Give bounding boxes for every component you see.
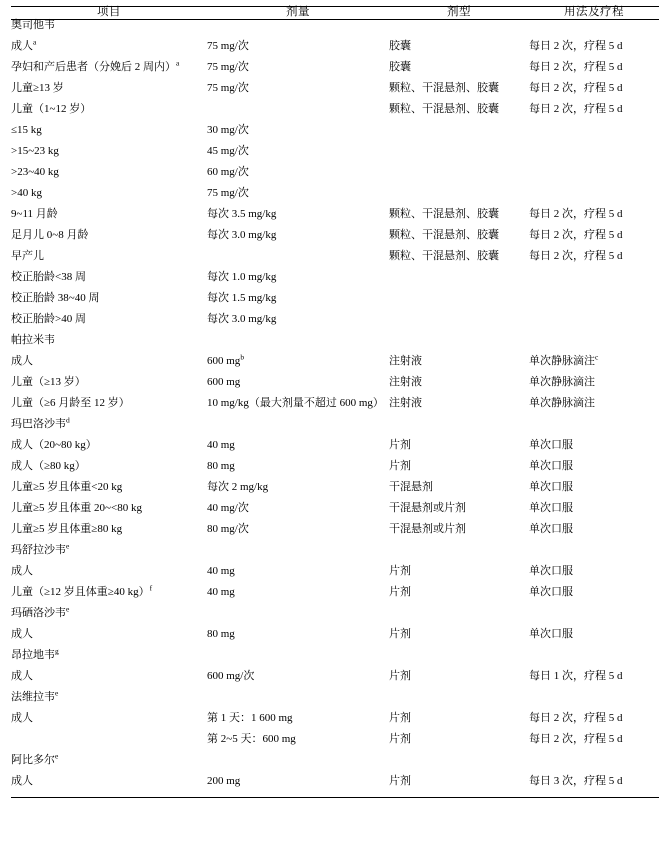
cell-usage: 每日 1 次，疗程 5 d bbox=[529, 669, 623, 682]
cell-dose: 每次 3.0 mg/kg bbox=[207, 228, 277, 241]
cell-item: 儿童（≥13 岁） bbox=[11, 375, 86, 388]
cell-form bbox=[389, 545, 529, 566]
table-row bbox=[11, 587, 659, 608]
cell-item: 昂拉地韦$^g$ bbox=[11, 645, 59, 661]
cell-usage bbox=[529, 755, 659, 776]
table-row bbox=[11, 188, 659, 209]
cell-dose: 40 mg/次 bbox=[207, 501, 249, 514]
cell-usage bbox=[529, 272, 659, 293]
cell-item: ≤15 kg bbox=[11, 123, 42, 136]
cell-item: >40 kg bbox=[11, 186, 42, 199]
cell-form: 片剂 bbox=[389, 564, 411, 577]
cell-form: 片剂 bbox=[389, 669, 411, 682]
cell-dose: 每次 1.5 mg/kg bbox=[207, 291, 277, 304]
cell-dose: 75 mg/次 bbox=[207, 81, 249, 94]
cell-item: 校正胎龄>40 周 bbox=[11, 312, 86, 325]
cell-item: >23~40 kg bbox=[11, 165, 59, 178]
cell-usage: 每日 2 次，疗程 5 d bbox=[529, 102, 623, 115]
cell-usage bbox=[529, 314, 659, 335]
cell-item: 奥司他韦 bbox=[11, 18, 55, 31]
cell-usage bbox=[529, 146, 659, 167]
cell-dose bbox=[207, 335, 389, 356]
table-row bbox=[11, 734, 659, 755]
table-head bbox=[11, 7, 659, 20]
cell-form: 注射液 bbox=[389, 396, 422, 409]
cell-usage bbox=[529, 335, 659, 356]
cell-item: 儿童（≥6 月龄至 12 岁） bbox=[11, 396, 130, 409]
table-row bbox=[11, 19, 659, 41]
column-header-usage: 用法及疗程 bbox=[529, 7, 659, 20]
cell-form: 干混悬剂或片剂 bbox=[389, 501, 466, 514]
cell-usage bbox=[529, 19, 659, 41]
cell-form bbox=[389, 146, 529, 167]
cell-form: 颗粒、干混悬剂、胶囊 bbox=[389, 81, 499, 94]
cell-dose bbox=[207, 104, 389, 125]
table-row bbox=[11, 671, 659, 692]
cell-form bbox=[389, 167, 529, 188]
cell-form bbox=[389, 755, 529, 776]
cell-form bbox=[389, 293, 529, 314]
cell-dose bbox=[207, 755, 389, 776]
table-row bbox=[11, 125, 659, 146]
cell-form: 片剂 bbox=[389, 732, 411, 745]
cell-item: 足月儿 0~8 月龄 bbox=[11, 228, 89, 241]
cell-dose bbox=[207, 251, 389, 272]
cell-dose: 第 1 天：1 600 mg bbox=[207, 711, 293, 724]
cell-item: 玛巴洛沙韦$^d$ bbox=[11, 414, 70, 430]
cell-form bbox=[389, 335, 529, 356]
column-header-item: 项目 bbox=[11, 7, 207, 20]
cell-dose: 第 2~5 天：600 mg bbox=[207, 732, 296, 745]
cell-item: 儿童≥5 岁且体重 20~<80 kg bbox=[11, 501, 142, 514]
cell-form: 片剂 bbox=[389, 711, 411, 724]
cell-item: 成人 bbox=[11, 669, 33, 682]
cell-usage: 每日 2 次，疗程 5 d bbox=[529, 711, 623, 724]
cell-usage: 每日 2 次，疗程 5 d bbox=[529, 39, 623, 52]
cell-form bbox=[389, 272, 529, 293]
cell-usage: 每日 2 次，疗程 5 d bbox=[529, 207, 623, 220]
cell-dose: 80 mg bbox=[207, 459, 235, 472]
table-row bbox=[11, 146, 659, 167]
cell-usage: 单次口服 bbox=[529, 585, 573, 598]
cell-item: 成人 bbox=[11, 627, 33, 640]
cell-usage bbox=[529, 608, 659, 629]
table-row bbox=[11, 419, 659, 440]
cell-usage: 单次口服 bbox=[529, 627, 573, 640]
cell-dose: 600 mg/次 bbox=[207, 669, 255, 682]
cell-form bbox=[389, 608, 529, 629]
cell-dose: 每次 1.0 mg/kg bbox=[207, 270, 277, 283]
cell-form bbox=[389, 314, 529, 335]
cell-dose: 80 mg bbox=[207, 627, 235, 640]
table-row bbox=[11, 377, 659, 398]
footnote-marker: d bbox=[66, 414, 70, 424]
cell-item: 儿童（1~12 岁） bbox=[11, 102, 92, 115]
cell-usage: 单次静脉滴注 bbox=[529, 375, 595, 388]
cell-usage: 每日 2 次，疗程 5 d bbox=[529, 60, 623, 73]
table-row bbox=[11, 755, 659, 776]
cell-dose: 每次 2 mg/kg bbox=[207, 480, 269, 493]
table-row bbox=[11, 41, 659, 62]
table-row bbox=[11, 650, 659, 671]
footnote-marker: f bbox=[149, 582, 153, 592]
cell-usage: 每日 2 次，疗程 5 d bbox=[529, 81, 623, 94]
cell-usage bbox=[529, 125, 659, 146]
cell-dose: 40 mg bbox=[207, 564, 235, 577]
cell-item: 玛舒拉沙韦$^e$ bbox=[11, 540, 70, 556]
cell-item: >15~23 kg bbox=[11, 144, 59, 157]
cell-item: 校正胎龄<38 周 bbox=[11, 270, 86, 283]
cell-item: 儿童≥13 岁 bbox=[11, 81, 64, 94]
cell-usage: 单次静脉滴注 bbox=[529, 396, 595, 409]
table-row bbox=[11, 83, 659, 104]
cell-form bbox=[389, 125, 529, 146]
cell-form: 注射液 bbox=[389, 375, 422, 388]
antiviral-dosage-table bbox=[11, 6, 659, 798]
cell-dose: 45 mg/次 bbox=[207, 144, 249, 157]
cell-item: 成人 bbox=[11, 354, 33, 367]
footnote-marker: e bbox=[66, 603, 70, 613]
cell-item: 早产儿 bbox=[11, 249, 44, 262]
cell-usage: 单次口服 bbox=[529, 459, 573, 472]
cell-dose bbox=[207, 650, 389, 671]
footnote-marker: c bbox=[595, 351, 599, 361]
cell-item: 成人（≥80 kg） bbox=[11, 459, 86, 472]
table-row bbox=[11, 629, 659, 650]
footnote-marker: a bbox=[33, 36, 37, 46]
cell-dose: 600 $mg^b$ bbox=[207, 351, 245, 367]
cell-dose bbox=[207, 608, 389, 629]
cell-usage: 单次口服 bbox=[529, 438, 573, 451]
table-row bbox=[11, 482, 659, 503]
cell-item: 儿童≥5 岁且体重<20 kg bbox=[11, 480, 123, 493]
cell-form: 片剂 bbox=[389, 585, 411, 598]
document-page bbox=[0, 6, 670, 847]
cell-form: 颗粒、干混悬剂、胶囊 bbox=[389, 228, 499, 241]
cell-usage bbox=[529, 650, 659, 671]
footnote-marker: e bbox=[66, 540, 70, 550]
cell-dose: 75 mg/次 bbox=[207, 39, 249, 52]
cell-form bbox=[389, 692, 529, 713]
cell-dose bbox=[207, 692, 389, 713]
table-row bbox=[11, 251, 659, 272]
cell-dose: 80 mg/次 bbox=[207, 522, 249, 535]
cell-item: 玛硒洛沙韦$^e$ bbox=[11, 603, 70, 619]
table-row bbox=[11, 776, 659, 798]
footnote-marker: b bbox=[240, 351, 245, 361]
cell-item: 儿童（≥12 岁且体重≥40 kg）$^f$ bbox=[11, 582, 153, 598]
cell-dose: 75 mg/次 bbox=[207, 186, 249, 199]
cell-dose: 60 mg/次 bbox=[207, 165, 249, 178]
cell-usage bbox=[529, 419, 659, 440]
table-row bbox=[11, 524, 659, 545]
table-row bbox=[11, 713, 659, 734]
table-row bbox=[11, 440, 659, 461]
cell-dose: 每次 3.5 mg/kg bbox=[207, 207, 277, 220]
cell-item: 成人 bbox=[11, 711, 33, 724]
cell-form: 颗粒、干混悬剂、胶囊 bbox=[389, 249, 499, 262]
cell-dose: 40 mg bbox=[207, 438, 235, 451]
cell-dose bbox=[207, 419, 389, 440]
cell-dose: 40 mg bbox=[207, 585, 235, 598]
cell-form: 颗粒、干混悬剂、胶囊 bbox=[389, 102, 499, 115]
cell-form: 注射液 bbox=[389, 354, 422, 367]
footnote-marker: g bbox=[55, 645, 59, 655]
cell-form: 片剂 bbox=[389, 627, 411, 640]
table-row bbox=[11, 566, 659, 587]
table-body bbox=[11, 19, 659, 797]
cell-usage: 单次口服 bbox=[529, 501, 573, 514]
column-header-dose: 剂量 bbox=[207, 7, 389, 20]
cell-item: 成人 bbox=[11, 564, 33, 577]
table-row bbox=[11, 272, 659, 293]
table-row bbox=[11, 503, 659, 524]
cell-dose: 30 mg/次 bbox=[207, 123, 249, 136]
cell-usage: 每日 2 次，疗程 5 d bbox=[529, 732, 623, 745]
cell-usage: 每日 3 次，疗程 5 d bbox=[529, 776, 659, 798]
table-row bbox=[11, 104, 659, 125]
table-row bbox=[11, 356, 659, 377]
cell-usage: 单次口服 bbox=[529, 480, 573, 493]
cell-usage: 每日 2 次，疗程 5 d bbox=[529, 228, 623, 241]
cell-item: 孕妇和产后患者（分娩后 2 周内）$^a$ bbox=[11, 57, 180, 73]
cell-item: 儿童≥5 岁且体重≥80 kg bbox=[11, 522, 123, 535]
table-row bbox=[11, 335, 659, 356]
cell-item: 校正胎龄 38~40 周 bbox=[11, 291, 100, 304]
cell-usage: 单次口服 bbox=[529, 564, 573, 577]
cell-form bbox=[389, 650, 529, 671]
cell-item: 成人$^a$ bbox=[11, 36, 37, 52]
table-row bbox=[11, 230, 659, 251]
cell-form bbox=[389, 419, 529, 440]
cell-form: 胶囊 bbox=[389, 39, 411, 52]
cell-item: 成人 bbox=[11, 776, 207, 798]
table-row bbox=[11, 314, 659, 335]
cell-usage bbox=[529, 293, 659, 314]
cell-form: 颗粒、干混悬剂、胶囊 bbox=[389, 207, 499, 220]
cell-item: 法维拉韦$^e$ bbox=[11, 687, 59, 703]
cell-usage bbox=[529, 188, 659, 209]
table-row bbox=[11, 167, 659, 188]
cell-usage bbox=[529, 692, 659, 713]
cell-dose: 600 mg bbox=[207, 375, 241, 388]
table-row bbox=[11, 293, 659, 314]
table-row bbox=[11, 398, 659, 419]
cell-dose: 10 mg/kg（最大剂量不超过 600 mg） bbox=[207, 396, 384, 409]
table-row bbox=[11, 545, 659, 566]
cell-usage bbox=[529, 545, 659, 566]
cell-form: 片剂 bbox=[389, 459, 411, 472]
cell-form: 干混悬剂 bbox=[389, 480, 433, 493]
footnote-marker: e bbox=[55, 750, 59, 760]
cell-usage: 每日 2 次，疗程 5 d bbox=[529, 249, 623, 262]
cell-form: 干混悬剂或片剂 bbox=[389, 522, 466, 535]
table-row bbox=[11, 608, 659, 629]
cell-item bbox=[11, 734, 207, 755]
cell-form: 片剂 bbox=[389, 776, 529, 798]
cell-usage bbox=[529, 167, 659, 188]
column-header-form: 剂型 bbox=[389, 7, 529, 20]
cell-dose bbox=[207, 545, 389, 566]
cell-item: 9~11 月龄 bbox=[11, 207, 58, 220]
cell-form: 片剂 bbox=[389, 438, 411, 451]
cell-item: 帕拉米韦 bbox=[11, 333, 55, 346]
cell-usage: 单次口服 bbox=[529, 522, 573, 535]
table-row bbox=[11, 62, 659, 83]
cell-dose: 200 mg bbox=[207, 776, 389, 798]
cell-form bbox=[389, 188, 529, 209]
cell-item: 阿比多尔$^e$ bbox=[11, 750, 59, 766]
table-row bbox=[11, 209, 659, 230]
cell-form bbox=[389, 19, 529, 41]
cell-dose: 75 mg/次 bbox=[207, 60, 249, 73]
table-row bbox=[11, 461, 659, 482]
table-header-row bbox=[11, 7, 659, 20]
footnote-marker: e bbox=[55, 687, 59, 697]
cell-usage: 单次静脉滴注$^c$ bbox=[529, 351, 599, 367]
cell-dose: 每次 3.0 mg/kg bbox=[207, 312, 277, 325]
table-row bbox=[11, 692, 659, 713]
cell-form: 胶囊 bbox=[389, 60, 411, 73]
cell-dose bbox=[207, 19, 389, 41]
cell-item: 成人（20~80 kg） bbox=[11, 438, 97, 451]
footnote-marker: a bbox=[176, 57, 180, 67]
